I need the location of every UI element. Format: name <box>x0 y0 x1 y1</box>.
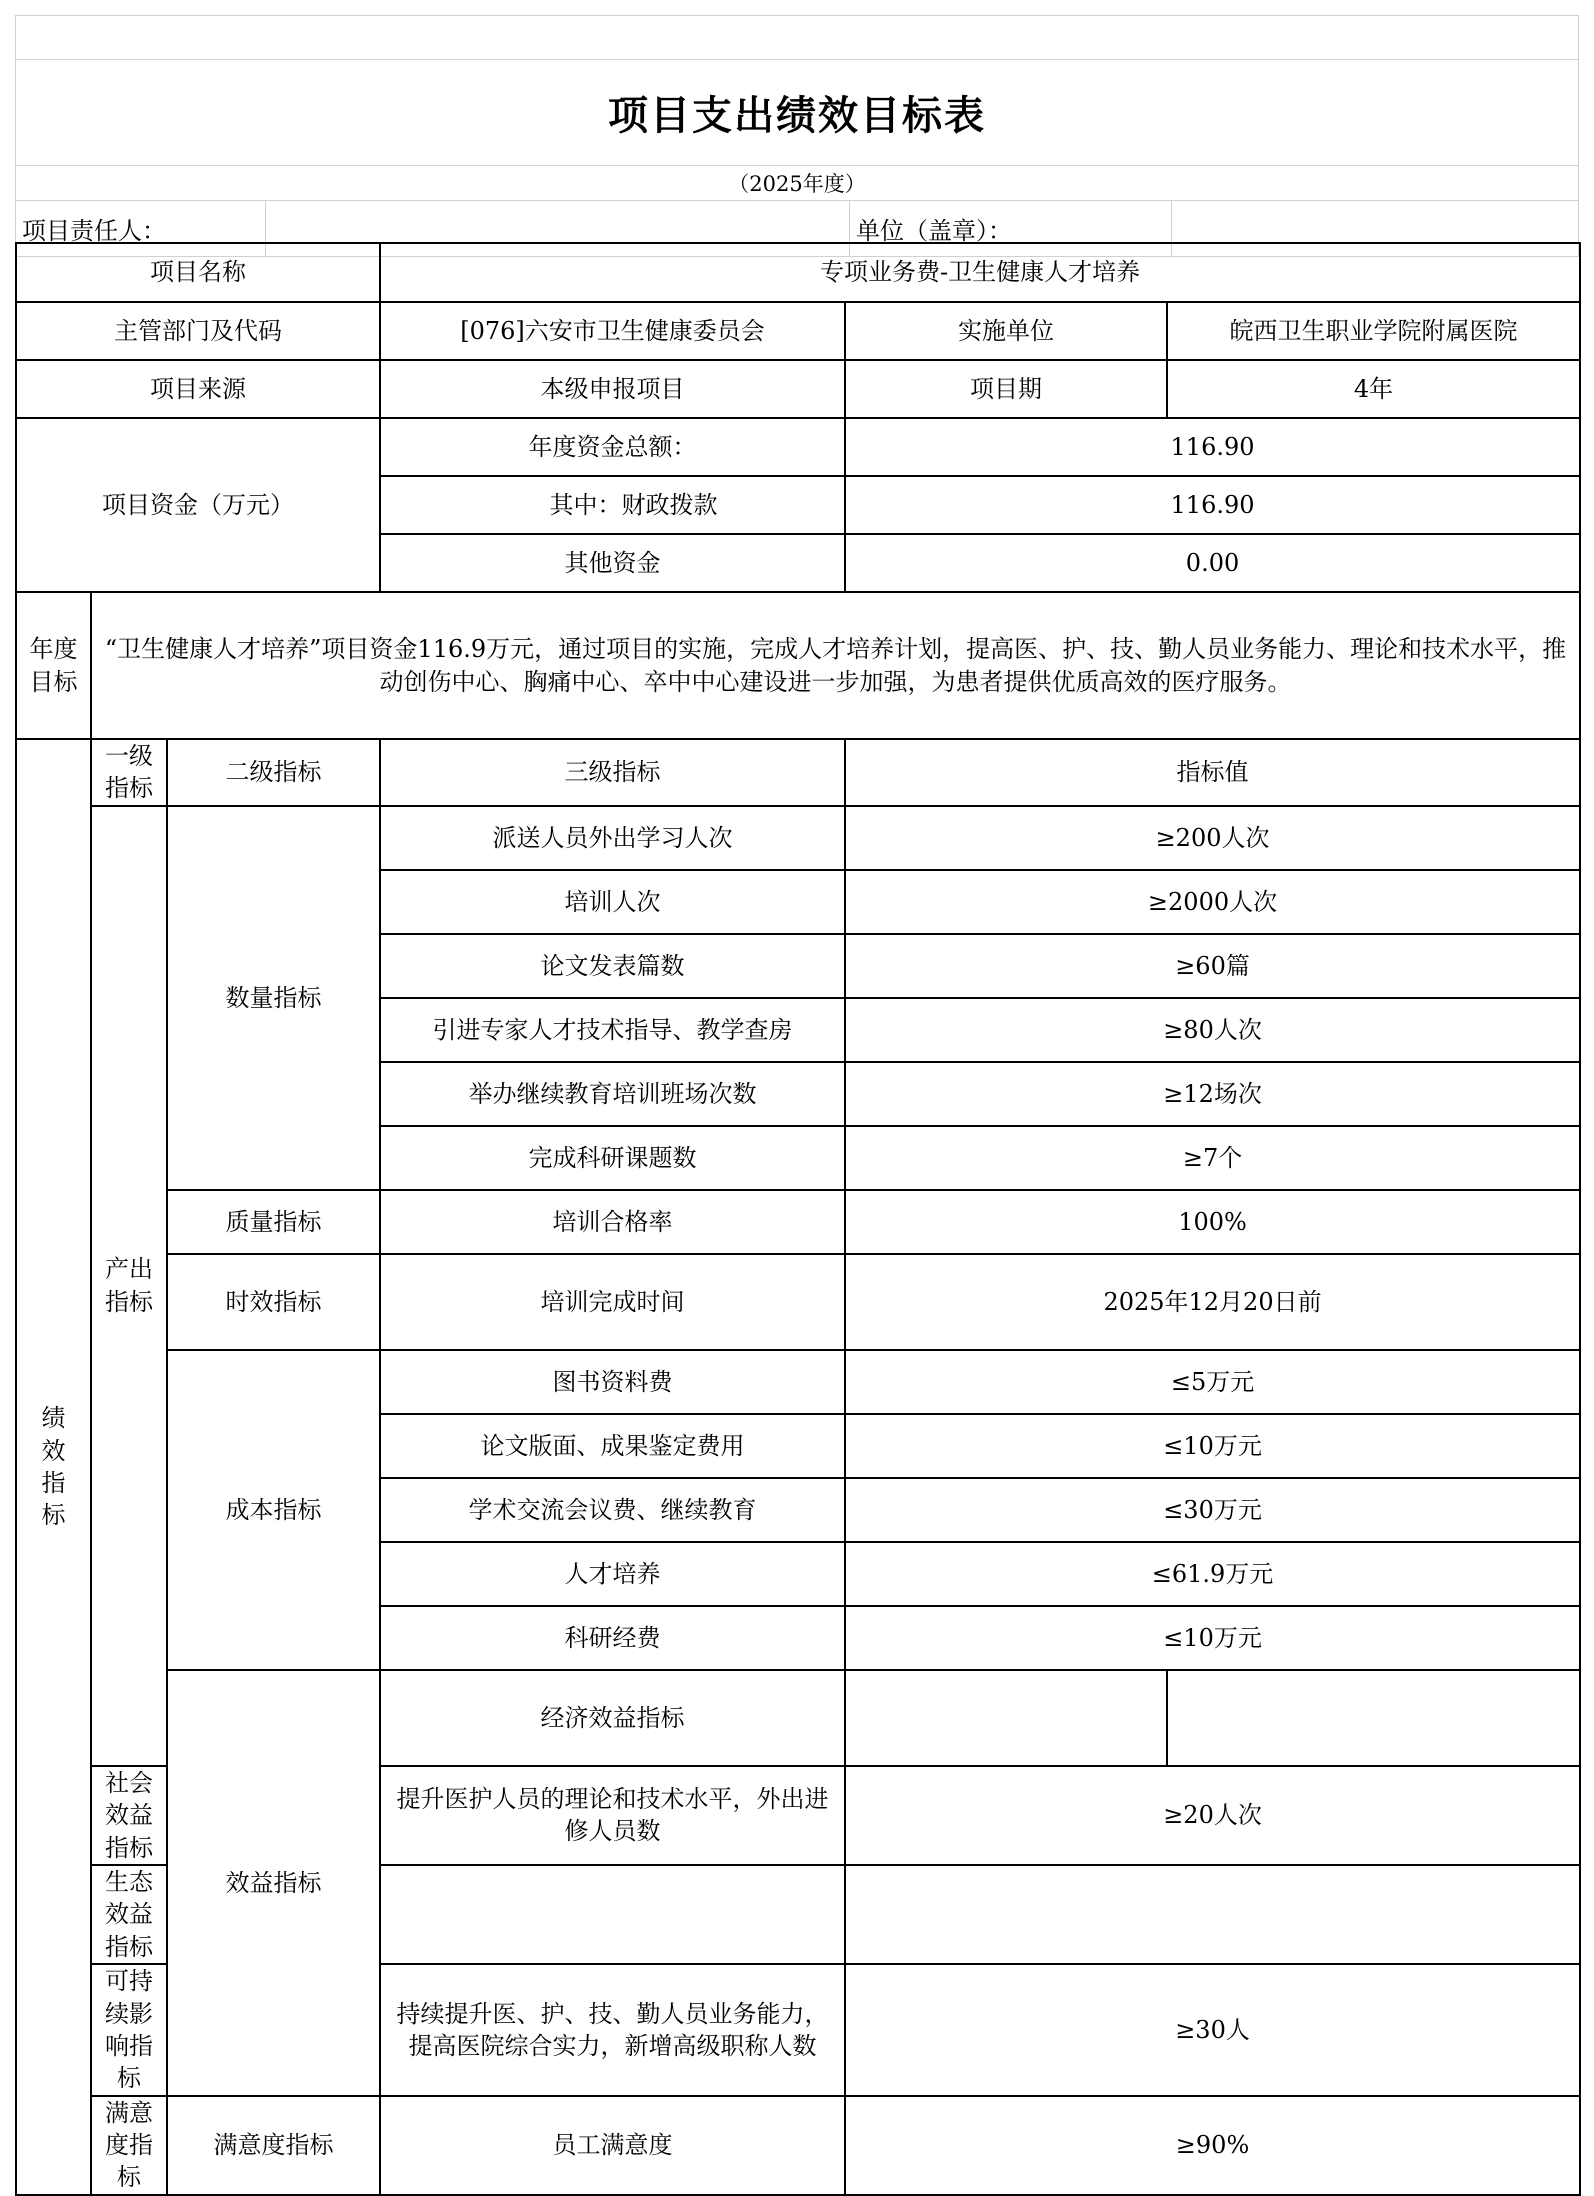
timeliness-indicators-label: 时效指标 <box>167 1254 380 1350</box>
indicator-value: ≥200人次 <box>845 806 1580 870</box>
funds-fiscal-label: 其中：财政拨款 <box>380 476 845 534</box>
satisfaction-indicators-label: 满意度指标 <box>167 2096 380 2195</box>
table-row <box>16 1190 1580 1254</box>
indicator-value: ≥2000人次 <box>845 870 1580 934</box>
indicator-value: ≤5万元 <box>845 1350 1580 1414</box>
indicator-name: 派送人员外出学习人次 <box>380 806 845 870</box>
funds-other-label: 其他资金 <box>380 534 845 592</box>
indicator-value: ≤30万元 <box>845 1478 1580 1542</box>
project-source-value: 本级申报项目 <box>380 360 845 418</box>
cost-indicators-label: 成本指标 <box>167 1350 380 1670</box>
unit-label: 单位（盖章）： <box>850 201 1172 257</box>
table-row <box>16 1350 1580 1414</box>
satisfaction-level1-label: 满意度指标 <box>91 2096 167 2195</box>
implementing-unit-label: 实施单位 <box>845 302 1167 360</box>
performance-table <box>15 242 1581 2196</box>
indicator-value: ≤10万元 <box>845 1414 1580 1478</box>
funds-total-value: 116.90 <box>845 418 1580 476</box>
performance-indicators-label: 绩效指标 <box>16 739 91 2195</box>
indicator-name: 引进专家人才技术指导、教学查房 <box>380 998 845 1062</box>
indicator-name: 员工满意度 <box>380 2096 845 2195</box>
project-source-row <box>16 360 1580 418</box>
indicator-value: ≤10万元 <box>845 1606 1580 1670</box>
funds-other-value: 0.00 <box>845 534 1580 592</box>
indicator-value: 100% <box>845 1190 1580 1254</box>
implementing-unit-value: 皖西卫生职业学院附属医院 <box>1167 302 1580 360</box>
indicator-value: ≤61.9万元 <box>845 1542 1580 1606</box>
indicator-name <box>380 1865 845 1964</box>
department-value: [076]六安市卫生健康委员会 <box>380 302 845 360</box>
department-row <box>16 302 1580 360</box>
project-name-value: 专项业务费-卫生健康人才培养 <box>380 243 1580 302</box>
indicator-name: 培训人次 <box>380 870 845 934</box>
table-row <box>16 2096 1580 2195</box>
social-indicators-label: 社会效益指标 <box>91 1766 167 1865</box>
indicator-name: 完成科研课题数 <box>380 1126 845 1190</box>
indicator-name: 举办继续教育培训班场次数 <box>380 1062 845 1126</box>
output-indicators-label: 产出指标 <box>91 806 167 1766</box>
year-label: （2025年度） <box>15 165 1579 201</box>
quantity-indicators-label: 数量指标 <box>167 806 380 1190</box>
level3-header: 三级指标 <box>380 739 845 806</box>
table-row <box>16 1670 1580 1766</box>
responsible-label: 项目责任人： <box>16 201 266 257</box>
indicator-name <box>845 1670 1167 1766</box>
benefit-indicators-label: 效益指标 <box>167 1670 380 2096</box>
indicator-value: ≥20人次 <box>845 1766 1580 1865</box>
indicator-value: ≥30人 <box>845 1964 1580 2096</box>
level1-header: 一级指标 <box>91 739 167 806</box>
indicator-value: ≥12场次 <box>845 1062 1580 1126</box>
indicator-name: 人才培养 <box>380 1542 845 1606</box>
level2-header: 二级指标 <box>167 739 380 806</box>
annual-goal-row <box>16 592 1580 739</box>
indicator-name: 论文发表篇数 <box>380 934 845 998</box>
funds-fiscal-value: 116.90 <box>845 476 1580 534</box>
annual-goal-text: “卫生健康人才培养”项目资金116.9万元，通过项目的实施，完成人才培养计划，提高医、护、技、勤人员业务能力、理论和技术水平，推动创伤中心、胸痛中心、卒中中心建设进一步加强，为患者提供优质高效的医疗服务。 <box>91 592 1580 739</box>
table-row <box>16 1254 1580 1350</box>
project-source-label: 项目来源 <box>16 360 380 418</box>
project-name-label: 项目名称 <box>16 243 380 302</box>
indicator-value <box>845 1865 1580 1964</box>
indicator-name: 培训合格率 <box>380 1190 845 1254</box>
indicator-value: ≥80人次 <box>845 998 1580 1062</box>
indicator-header-row <box>16 739 1580 806</box>
indicator-value: ≥90% <box>845 2096 1580 2195</box>
annual-goal-label: 年度目标 <box>16 592 91 739</box>
indicator-value: ≥7个 <box>845 1126 1580 1190</box>
value-header: 指标值 <box>845 739 1580 806</box>
indicator-name: 学术交流会议费、继续教育 <box>380 1478 845 1542</box>
ecological-indicators-label: 生态效益指标 <box>91 1865 167 1964</box>
quality-indicators-label: 质量指标 <box>167 1190 380 1254</box>
funds-total-row <box>16 418 1580 476</box>
project-name-row <box>16 243 1580 302</box>
funds-total-label: 年度资金总额： <box>380 418 845 476</box>
indicator-name: 论文版面、成果鉴定费用 <box>380 1414 845 1478</box>
project-period-label: 项目期 <box>845 360 1167 418</box>
indicator-name: 图书资料费 <box>380 1350 845 1414</box>
sustainable-indicators-label: 可持续影响指标 <box>91 1964 167 2096</box>
page-title: 项目支出绩效目标表 <box>15 60 1579 165</box>
indicator-value: ≥60篇 <box>845 934 1580 998</box>
indicator-value: 2025年12月20日前 <box>845 1254 1580 1350</box>
table-row <box>16 806 1580 870</box>
department-label: 主管部门及代码 <box>16 302 380 360</box>
indicator-name: 持续提升医、护、技、勤人员业务能力，提高医院综合实力，新增高级职称人数 <box>380 1964 845 2096</box>
indicator-name: 科研经费 <box>380 1606 845 1670</box>
economic-indicators-label: 经济效益指标 <box>380 1670 845 1766</box>
funds-label: 项目资金（万元） <box>16 418 380 592</box>
sheet-top-grid <box>15 15 1579 60</box>
indicator-name: 提升医护人员的理论和技术水平，外出进修人员数 <box>380 1766 845 1865</box>
project-period-value: 4年 <box>1167 360 1580 418</box>
indicator-name: 培训完成时间 <box>380 1254 845 1350</box>
indicator-value <box>1167 1670 1580 1766</box>
